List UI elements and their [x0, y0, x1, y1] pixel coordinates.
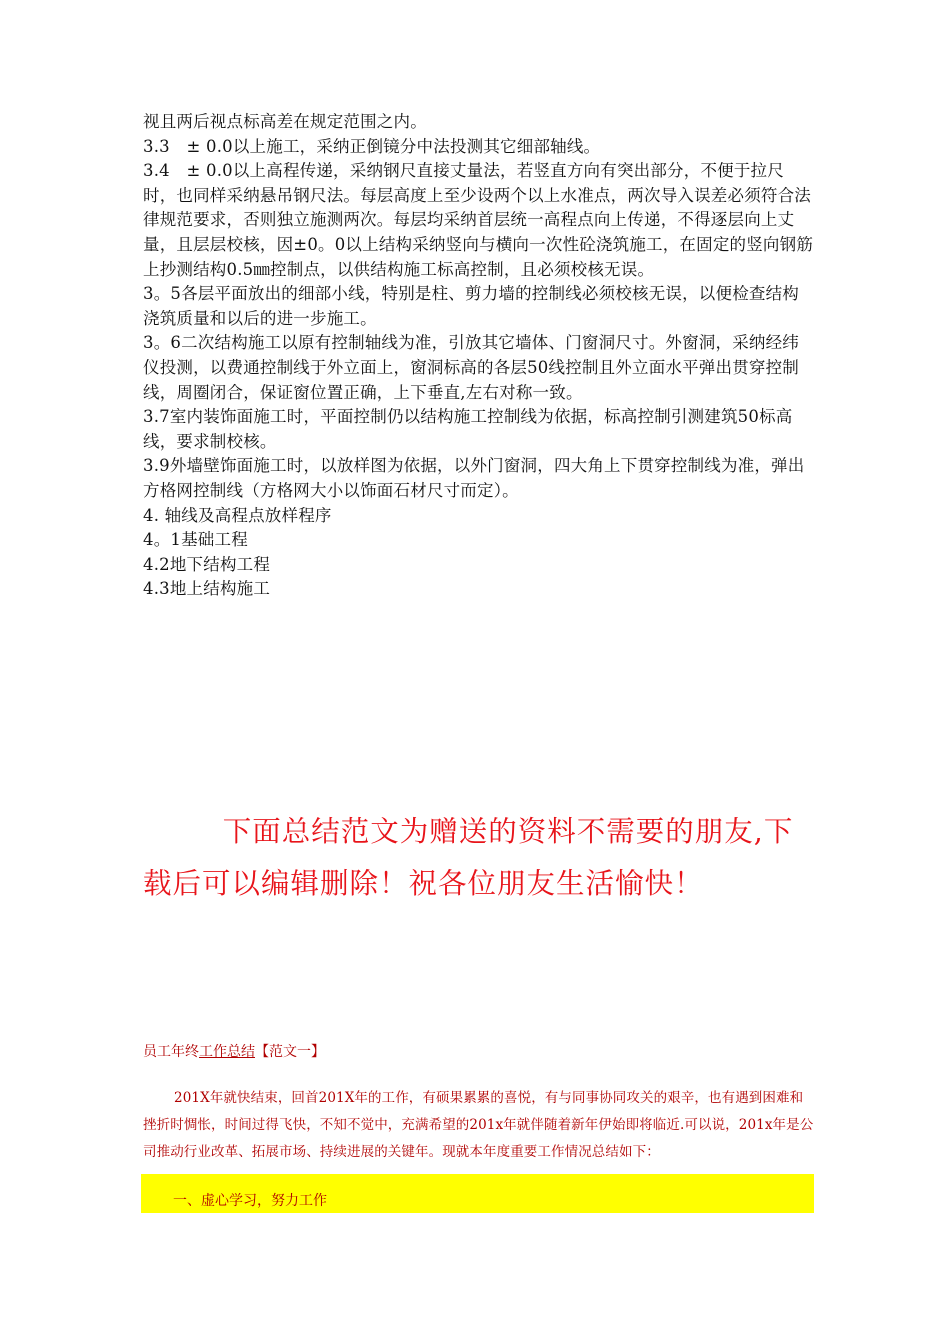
- list-item: 4.2地下结构工程: [143, 554, 271, 574]
- paragraph: 3.3 ± 0.0以上施工，采纳正倒镜分中法投测其它细部轴线。: [143, 136, 601, 156]
- highlighted-section: [141, 1174, 814, 1213]
- paragraph: 3。5各层平面放出的细部小线，特别是柱、剪力墙的控制线必须校核无误，以便检查结构浇筑质量和以后的进一步施工。: [143, 284, 799, 328]
- essay-title-suffix: 【范文一】: [255, 1044, 325, 1060]
- notice-text: 下面总结范文为赠送的资料不需要的朋友,下载后可以编辑删除！祝各位朋友生活愉快！: [143, 815, 794, 900]
- paragraph: 3.4 ± 0.0以上高程传递，采纳钢尺直接丈量法，若竖直方向有突出部分，不便于拉尺时，也同样采纳悬吊钢尺法。每层高度上至少设两个以上水准点，两次导入误差必须符合法律规范要求，否则独立施测两次。每层均采纳首层统一高程点向上传递，不得逐层向上丈量，且层层校核，因±0。0以上结构采纳竖向与横向一次性砼浇筑施工，在固定的竖向钢筋上抄测结构0.5㎜控制点，以供结构施工标高控制，且必须校核无误。: [143, 161, 814, 279]
- notice-message: [143, 806, 815, 910]
- section-heading: 4. 轴线及高程点放样程序: [143, 505, 332, 525]
- essay-intro-text: 201X年就快结束，回首201X年的工作，有硕果累累的喜悦，有与同事协同攻关的艰辛，也有遇到困难和挫折时惆怅，时间过得飞快，不知不觉中，充满希望的201x年就伴随着新年伊始即将临近.可以说，201x年是公司推动行业改革、拓展市场、持续进展的关键年。现就本年度重要工作情况总结如下：: [143, 1090, 814, 1160]
- list-item: 4。1基础工程: [143, 530, 248, 550]
- paragraph: 3。6二次结构施工以原有控制轴线为准，引放其它墙体、门窗洞尺寸。外窗洞，采纳经纬仪投测，以费通控制线于外立面上，窗洞标高的各层50线控制且外立面水平弹出贯穿控制线，周圈闭合，保证窗位置正确，上下垂直,左右对称一致。: [143, 333, 799, 402]
- essay-title-prefix: 员工年终: [143, 1044, 199, 1060]
- essay-section-heading: 一、虚心学习，努力工作: [173, 1193, 327, 1209]
- essay-title: [143, 1042, 325, 1062]
- essay-title-link[interactable]: 工作总结: [199, 1044, 255, 1060]
- list-item: 4.3地上结构施工: [143, 579, 271, 599]
- paragraph: 3.7室内装饰面施工时，平面控制仍以结构施工控制线为依据，标高控制引测建筑50标高线，要求制校核。: [143, 407, 793, 451]
- paragraph: 3.9外墙壁饰面施工时，以放样图为依据，以外门窗洞，四大角上下贯穿控制线为准，弹出方格网控制线（方格网大小以饰面石材尺寸而定）。: [143, 456, 805, 500]
- body-text: [143, 110, 815, 602]
- essay-intro: [143, 1085, 815, 1166]
- paragraph: 视且两后视点标高差在规定范围之内。: [143, 112, 427, 131]
